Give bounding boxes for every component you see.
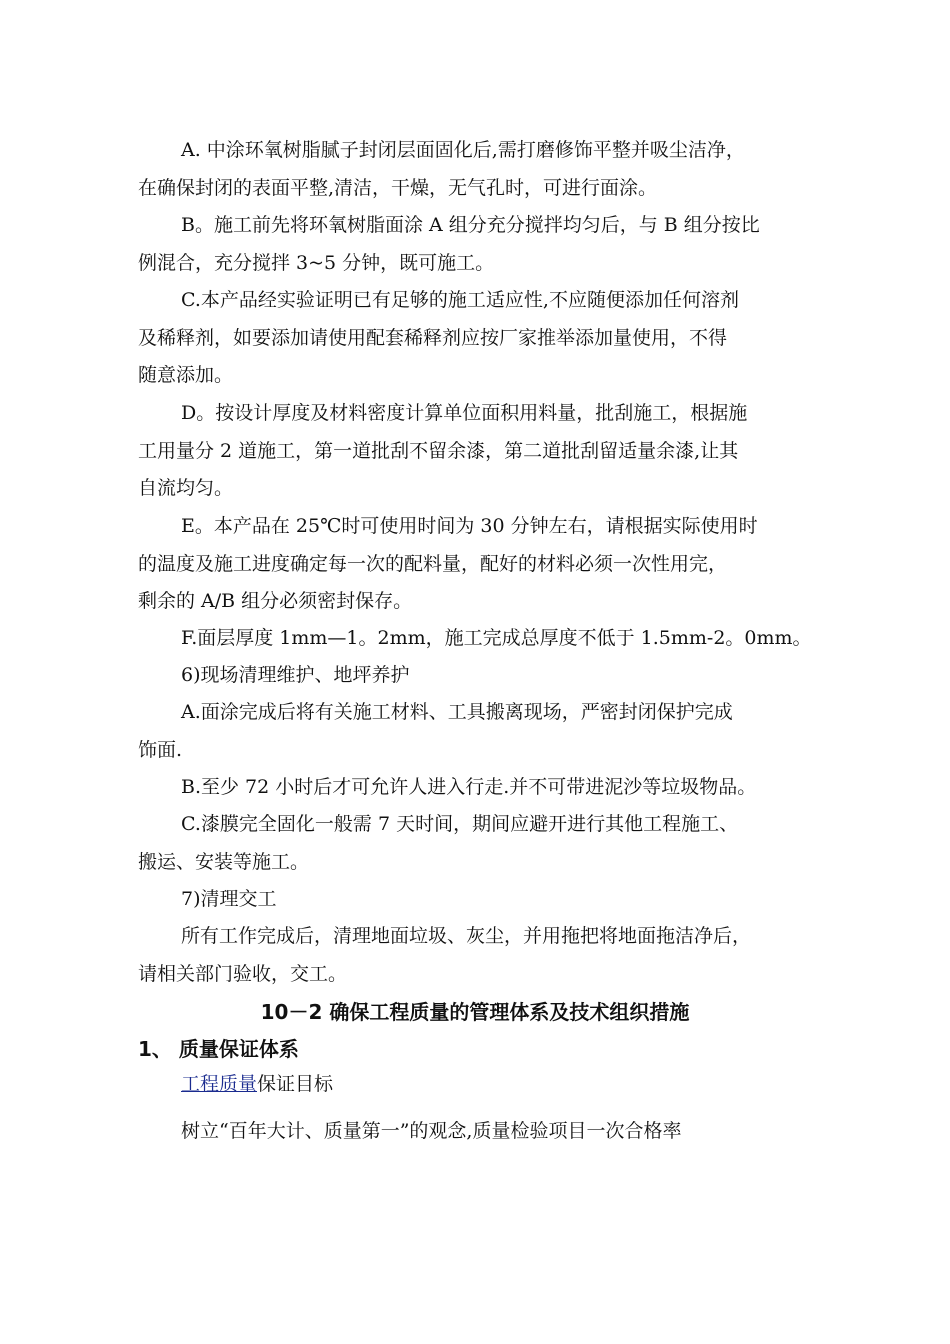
text-line: C.本产品经实验证明已有足够的施工适应性,不应随便添加任何溶剂 xyxy=(181,289,739,311)
text-line: 7)清理交工 xyxy=(181,888,277,910)
text-line: A.面涂完成后将有关施工材料、工具搬离现场，严密封闭保护完成 xyxy=(181,701,733,723)
text-line: B.至少 72 小时后才可允许人进入行走.并不可带进泥沙等垃圾物品。 xyxy=(181,776,757,798)
paragraph-e-pot-life xyxy=(138,508,850,621)
text-line: C.漆膜完全固化一般需 7 天时间，期间应避开进行其他工程施工、 xyxy=(181,813,739,835)
paragraph-d-application xyxy=(138,395,850,508)
text-line: 工用量分 2 道施工，第一道批刮不留余漆，第二道批刮留适量余漆,让其 xyxy=(138,439,739,462)
paragraph-6b-access xyxy=(138,769,850,807)
text-line: 随意添加。 xyxy=(138,364,234,386)
text-line: 及稀释剂，如要添加请使用配套稀释剂应按厂家推举添加量使用，不得 xyxy=(138,326,728,349)
text-line: A. 中涂环氧树脂腻子封闭层面固化后,需打磨修饰平整并吸尘洁净， xyxy=(181,139,745,161)
text-line: 6)现场清理维护、地坪养护 xyxy=(181,664,410,686)
text-line: 搬运、安装等施工。 xyxy=(138,850,310,873)
text-line: 饰面. xyxy=(138,738,183,761)
text-line: 树立“百年大计、质量第一”的观念,质量检验项目一次合格率 xyxy=(181,1120,682,1142)
text-line: 例混合，充分搅拌 3~5 分钟，既可施工。 xyxy=(138,251,495,274)
paragraph-b-mixing xyxy=(138,207,850,282)
paragraph-a-finish xyxy=(138,132,850,207)
text-line: 剩余的 A/B 组分必须密封保存。 xyxy=(138,590,413,612)
goal-text: 保证目标 xyxy=(257,1073,334,1095)
step-7-heading xyxy=(138,881,850,919)
text-line xyxy=(138,1066,850,1104)
step-6-heading xyxy=(138,657,850,695)
paragraph-6c-curing xyxy=(138,806,850,881)
text-line: D。按设计厚度及材料密度计算单位面积用料量，批刮施工，根据施 xyxy=(181,402,748,424)
section-heading: 10－2 确保工程质量的管理体系及技术组织措施 xyxy=(260,1000,690,1024)
text-line: 请相关部门验收，交工。 xyxy=(138,962,348,985)
subheading-quality-system: 1、 质量保证体系 xyxy=(138,1037,299,1061)
paragraph-c-solvent xyxy=(138,282,850,395)
quality-goal-line xyxy=(138,1066,850,1104)
quality-link[interactable]: 工程质量 xyxy=(181,1073,258,1095)
text-line: 在确保封闭的表面平整,清洁，干燥，无气孔时，可进行面涂。 xyxy=(138,176,658,199)
text-line: E。本产品在 25℃时可使用时间为 30 分钟左右，请根据实际使用时 xyxy=(181,515,758,537)
text-line: B。施工前先将环氧树脂面涂 A 组分充分搅拌均匀后，与 B 组分按比 xyxy=(181,214,760,236)
paragraph-7-handover xyxy=(138,918,850,993)
paragraph-quality-concept xyxy=(138,1113,850,1151)
text-line: 的温度及施工进度确定每一次的配料量，配好的材料必须一次性用完， xyxy=(138,552,728,575)
text-line: 自流均匀。 xyxy=(138,477,234,499)
paragraph-6a-cleanup xyxy=(138,694,850,769)
text-line: 所有工作完成后，清理地面垃圾、灰尘，并用拖把将地面拖洁净后， xyxy=(181,925,752,947)
text-line: F.面层厚度 1mm—1。2mm，施工完成总厚度不低于 1.5mm-2。0mm。 xyxy=(181,627,812,649)
paragraph-f-thickness xyxy=(138,620,850,658)
